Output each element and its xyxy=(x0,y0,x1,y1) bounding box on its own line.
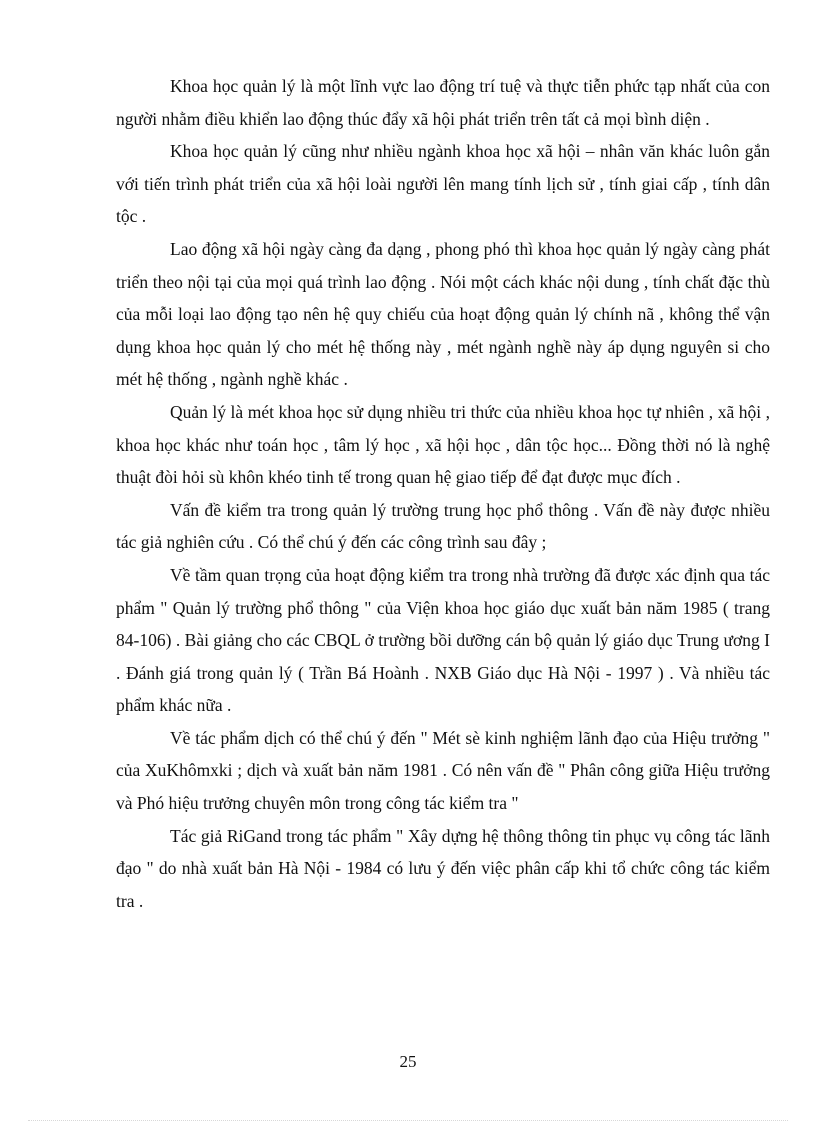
paragraph: Tác giả RiGand trong tác phẩm " Xây dựng hệ thông thông tin phục vụ công tác lãnh đạo " do nhà xuất bản Hà Nội - 1984 có lưu ý đến việc phân cấp khi tổ chức công tác kiểm tra . xyxy=(116,825,770,911)
paragraph: Khoa học quản lý là một lĩnh vực lao động trí tuệ và thực tiễn phức tạp nhất của con người nhằm điều khiển lao động thúc đẩy xã hội phát triển trên tất cả mọi bình diện . xyxy=(116,76,770,129)
paragraph: Khoa học quản lý cũng như nhiều ngành khoa học xã hội – nhân văn khác luôn gắn với tiến trình phát triển của xã hội loài người lên mang tính lịch sử , tính giai cấp , tính dân tộc . xyxy=(116,141,770,227)
page-bottom-divider xyxy=(28,1120,788,1121)
paragraph: Quản lý là mét khoa học sử dụng nhiều tri thức của nhiều khoa học tự nhiên , xã hội , khoa học khác như toán học , tâm lý học , xã hội học , dân tộc học... Đồng thời nó là nghệ thuật đòi hỏi sù khôn khéo tinh tế trong quan hệ giao tiếp để đạt được mục đích . xyxy=(116,401,770,488)
page-number: 25 xyxy=(399,1052,417,1071)
paragraph: Lao động xã hội ngày càng đa dạng , phong phó thì khoa học quản lý ngày càng phát triển theo nội tại của mọi quá trình lao động . Nói một cách khác nội dung , tính chất đặc thù của mỗi loại lao động tạo nên hệ quy chiếu của hoạt động quản lý chính nã , không thể vận dụng khoa học quản lý cho mét hệ thống này , mét ngành nghề này áp dụng nguyên si cho mét hệ thống , ngành nghề khác . xyxy=(116,238,770,390)
document-body xyxy=(116,70,770,917)
paragraph: Về tác phẩm dịch có thể chú ý đến " Mét sè kinh nghiệm lãnh đạo của Hiệu trưởng " của XuKhômxki ; dịch và xuất bản năm 1981 . Có nên vấn đề " Phân công giữa Hiệu trưởng và Phó hiệu trưởng chuyên môn trong công tác kiểm tra " xyxy=(116,727,770,814)
paragraph: Về tầm quan trọng của hoạt động kiểm tra trong nhà trường đã được xác định qua tác phẩm " Quản lý trường phổ thông " của Viện khoa học giáo dục xuất bản năm 1985 ( trang 84-106) . Bài giảng cho các CBQL ở trường bồi dưỡng cán bộ quản lý giáo dục Trung ương I . Đánh giá trong quản lý ( Trần Bá Hoành . NXB Giáo dục Hà Nội - 1997 ) . Và nhiều tác phẩm khác nữa . xyxy=(116,564,770,716)
paragraph: Vấn đề kiểm tra trong quản lý trường trung học phổ thông . Vấn đề này được nhiều tác giả nghiên cứu . Có thể chú ý đến các công trình sau đây ; xyxy=(116,499,770,553)
